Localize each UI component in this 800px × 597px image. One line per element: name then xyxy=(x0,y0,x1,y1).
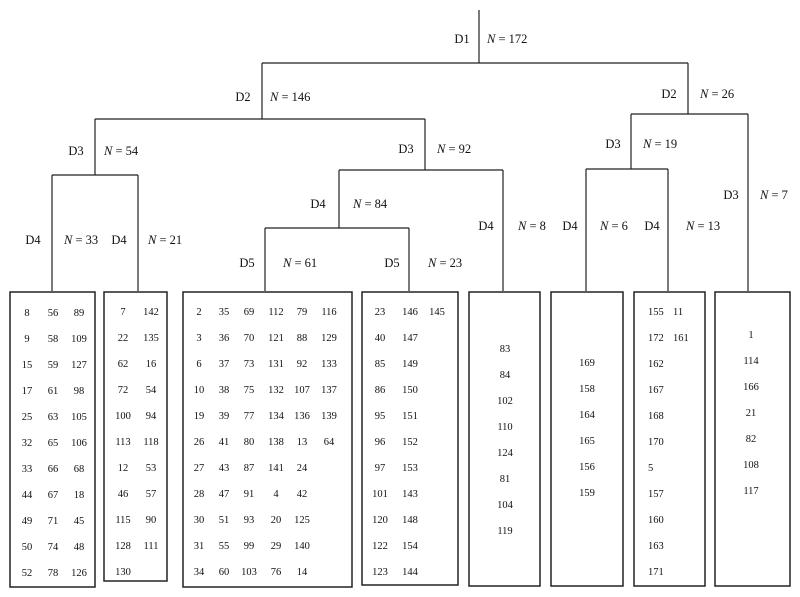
leaf-member-id: 3 xyxy=(196,333,202,344)
leaf-member-id: 72 xyxy=(117,385,129,396)
leaf-member-id: 126 xyxy=(71,568,87,579)
leaf-member-id: 49 xyxy=(21,516,33,527)
leaf-member-id: 6 xyxy=(196,359,202,370)
leaf-member-id: 156 xyxy=(579,462,595,473)
leaf-member-id: 117 xyxy=(743,486,759,497)
leaf-member-id: 4 xyxy=(273,489,279,500)
leaf-member-id: 22 xyxy=(117,333,129,344)
leaf-member-id: 168 xyxy=(648,411,664,422)
leaf-member-id: 166 xyxy=(743,382,759,393)
leaf-member-id: 112 xyxy=(268,307,284,318)
leaf-member-id: 48 xyxy=(73,542,85,553)
leaf-member-id: 43 xyxy=(218,463,230,474)
leaf-member-id: 134 xyxy=(268,411,284,422)
leaf-member-id: 92 xyxy=(296,359,308,370)
leaf-member-id: 97 xyxy=(374,463,386,474)
leaf-member-id: 9 xyxy=(24,334,30,345)
leaf-member-id: 162 xyxy=(648,359,664,370)
leaf-member-id: 2 xyxy=(196,307,202,318)
leaf-member-id: 118 xyxy=(143,437,159,448)
leaf-member-id: 12 xyxy=(117,463,129,474)
leaf-member-id: 26 xyxy=(193,437,205,448)
leaf-member-id: 84 xyxy=(499,370,511,381)
leaf-member-id: 105 xyxy=(71,412,87,423)
leaf-member-id: 93 xyxy=(243,515,255,526)
leaf-member-id: 87 xyxy=(243,463,255,474)
leaf-member-id: 90 xyxy=(145,515,157,526)
leaf-member-id: 21 xyxy=(745,408,757,419)
leaf-member-id: 63 xyxy=(47,412,59,423)
leaf-member-id: 136 xyxy=(294,411,310,422)
leaf-member-id: 157 xyxy=(648,489,664,500)
leaf-member-id: 108 xyxy=(743,460,759,471)
node-n-d2-right: N = 26 xyxy=(700,87,735,101)
leaf-member-id: 120 xyxy=(372,515,388,526)
leaf-member-id: 64 xyxy=(323,437,335,448)
leaf-member-id: 1 xyxy=(748,330,754,341)
leaf-member-id: 7 xyxy=(120,307,126,318)
leaf-member-id: 27 xyxy=(193,463,205,474)
leaf-member-id: 8 xyxy=(24,308,30,319)
leaf-member-id: 50 xyxy=(21,542,33,553)
node-n-d3-a: N = 54 xyxy=(104,144,139,158)
leaf-member-id: 154 xyxy=(402,541,418,552)
leaf-member-id: 23 xyxy=(374,307,386,318)
leaf-member-id: 148 xyxy=(402,515,418,526)
leaf-member-id: 159 xyxy=(579,488,595,499)
leaf-member-id: 39 xyxy=(218,411,230,422)
leaf-member-id: 138 xyxy=(268,437,284,448)
leaf-member-id: 85 xyxy=(374,359,386,370)
leaf-member-id: 75 xyxy=(243,385,255,396)
leaf-member-id: 125 xyxy=(294,515,310,526)
leaf-member-id: 150 xyxy=(402,385,418,396)
leaf-member-id: 74 xyxy=(47,542,59,553)
node-n-d4-b: N = 21 xyxy=(148,233,183,247)
leaf-member-id: 161 xyxy=(673,333,689,344)
node-n-d4-a: N = 33 xyxy=(64,233,99,247)
leaf-member-id: 66 xyxy=(47,464,59,475)
leaf-member-id: 38 xyxy=(218,385,230,396)
leaf-member-id: 101 xyxy=(372,489,388,500)
leaf-member-id: 119 xyxy=(497,526,513,537)
leaf-member-id: 121 xyxy=(268,333,284,344)
leaf-member-id: 99 xyxy=(243,541,255,552)
leaf-member-id: 132 xyxy=(268,385,284,396)
leaf-member-id: 19 xyxy=(193,411,205,422)
leaf-member-id: 41 xyxy=(218,437,230,448)
leaf-member-id: 111 xyxy=(143,541,159,552)
node-label-d2-left: D2 xyxy=(235,90,251,104)
leaf-member-id: 91 xyxy=(243,489,255,500)
leaf-member-id: 169 xyxy=(579,358,595,369)
leaf-member-id: 42 xyxy=(296,489,308,500)
leaf-member-id: 10 xyxy=(193,385,205,396)
node-label-d4-d: D4 xyxy=(478,219,494,233)
leaf-member-id: 106 xyxy=(71,438,87,449)
leaf-member-id: 124 xyxy=(497,448,513,459)
leaf-member-id: 122 xyxy=(372,541,388,552)
node-label-d3-c: D3 xyxy=(605,137,621,151)
leaf-member-id: 88 xyxy=(296,333,308,344)
leaf-member-id: 40 xyxy=(374,333,386,344)
node-label-d4-b: D4 xyxy=(111,233,127,247)
leaf-member-id: 47 xyxy=(218,489,230,500)
leaf-member-id: 76 xyxy=(270,567,282,578)
leaf-member-id: 30 xyxy=(193,515,205,526)
leaf-member-id: 33 xyxy=(21,464,33,475)
leaf-member-id: 71 xyxy=(47,516,59,527)
leaf-member-id: 147 xyxy=(402,333,418,344)
node-label-d5-a: D5 xyxy=(239,256,255,270)
leaf-member-id: 89 xyxy=(73,308,85,319)
node-n-d3-b: N = 92 xyxy=(437,142,472,156)
leaf-member-id: 110 xyxy=(497,422,513,433)
leaf-member-id: 94 xyxy=(145,411,157,422)
leaf-member-id: 61 xyxy=(47,386,59,397)
leaf-member-id: 79 xyxy=(296,307,308,318)
leaf-member-id: 44 xyxy=(21,490,33,501)
leaf-member-id: 131 xyxy=(268,359,284,370)
leaf-member-id: 139 xyxy=(321,411,337,422)
leaf-member-id: 83 xyxy=(499,344,511,355)
leaf-member-id: 46 xyxy=(117,489,129,500)
leaf-member-id: 140 xyxy=(294,541,310,552)
leaf-member-id: 98 xyxy=(73,386,85,397)
leaf-member-id: 59 xyxy=(47,360,59,371)
leaf-member-id: 20 xyxy=(270,515,282,526)
leaf-member-id: 137 xyxy=(321,385,337,396)
leaf-member-id: 155 xyxy=(648,307,664,318)
leaf-member-id: 152 xyxy=(402,437,418,448)
leaf-member-id: 104 xyxy=(497,500,513,511)
leaf-member-id: 153 xyxy=(402,463,418,474)
leaf-member-id: 163 xyxy=(648,541,664,552)
leaf-member-id: 146 xyxy=(402,307,418,318)
leaf-member-id: 34 xyxy=(193,567,205,578)
leaf-member-id: 14 xyxy=(296,567,308,578)
leaf-member-id: 149 xyxy=(402,359,418,370)
leaf-member-id: 116 xyxy=(321,307,337,318)
leaf-member-id: 17 xyxy=(21,386,33,397)
leaf-member-id: 24 xyxy=(296,463,308,474)
leaf-member-id: 31 xyxy=(193,541,205,552)
node-label-d5-b: D5 xyxy=(384,256,400,270)
leaf-member-id: 69 xyxy=(243,307,255,318)
leaf-member-id: 25 xyxy=(21,412,33,423)
leaf-member-id: 141 xyxy=(268,463,284,474)
leaf-member-id: 165 xyxy=(579,436,595,447)
leaf-member-id: 70 xyxy=(243,333,255,344)
leaf-member-id: 65 xyxy=(47,438,59,449)
leaf-member-id: 52 xyxy=(21,568,33,579)
node-n-d4-e: N = 6 xyxy=(600,219,628,233)
leaf-member-id: 129 xyxy=(321,333,337,344)
node-label-d2-right: D2 xyxy=(661,87,677,101)
leaf-member-id: 60 xyxy=(218,567,230,578)
leaf-member-id: 96 xyxy=(374,437,386,448)
node-n-d3-d: N = 7 xyxy=(760,188,788,202)
leaf-member-id: 144 xyxy=(402,567,418,578)
leaf-member-id: 128 xyxy=(115,541,131,552)
leaf-member-id: 51 xyxy=(218,515,230,526)
leaf-member-id: 56 xyxy=(47,308,59,319)
leaf-member-id: 54 xyxy=(145,385,157,396)
node-label-d1: D1 xyxy=(454,32,470,46)
leaf-member-id: 36 xyxy=(218,333,230,344)
leaf-member-id: 151 xyxy=(402,411,418,422)
leaf-member-id: 82 xyxy=(745,434,757,445)
leaf-box-5 xyxy=(469,292,540,586)
leaf-member-id: 102 xyxy=(497,396,513,407)
leaf-member-id: 28 xyxy=(193,489,205,500)
leaf-member-id: 58 xyxy=(47,334,59,345)
leaf-member-id: 127 xyxy=(71,360,87,371)
leaf-member-id: 81 xyxy=(499,474,511,485)
node-n-d5-b: N = 23 xyxy=(428,256,463,270)
node-label-d3-b: D3 xyxy=(398,142,414,156)
node-n-d4-c: N = 84 xyxy=(353,197,388,211)
leaf-member-id: 5 xyxy=(648,463,654,474)
leaf-member-id: 45 xyxy=(73,516,85,527)
leaf-member-id: 133 xyxy=(321,359,337,370)
leaf-member-id: 67 xyxy=(47,490,59,501)
leaf-member-id: 103 xyxy=(241,567,257,578)
leaf-member-id: 158 xyxy=(579,384,595,395)
leaf-member-id: 11 xyxy=(673,307,684,318)
leaf-box-7 xyxy=(634,292,705,586)
leaf-member-id: 77 xyxy=(243,411,255,422)
leaf-member-id: 80 xyxy=(243,437,255,448)
leaf-member-id: 29 xyxy=(270,541,282,552)
leaf-member-id: 145 xyxy=(429,307,445,318)
leaf-member-id: 73 xyxy=(243,359,255,370)
node-n-d2-left: N = 146 xyxy=(270,90,311,104)
leaf-member-id: 160 xyxy=(648,515,664,526)
leaf-member-id: 171 xyxy=(648,567,664,578)
leaf-member-id: 32 xyxy=(21,438,33,449)
leaf-member-id: 164 xyxy=(579,410,595,421)
leaf-member-id: 86 xyxy=(374,385,386,396)
leaf-member-id: 142 xyxy=(143,307,159,318)
node-label-d4-a: D4 xyxy=(25,233,41,247)
leaf-member-id: 53 xyxy=(145,463,157,474)
leaf-member-id: 115 xyxy=(115,515,131,526)
leaf-member-id: 13 xyxy=(296,437,308,448)
leaf-member-id: 113 xyxy=(115,437,131,448)
leaf-member-id: 100 xyxy=(115,411,131,422)
leaf-member-id: 143 xyxy=(402,489,418,500)
node-label-d4-e: D4 xyxy=(562,219,578,233)
leaf-member-id: 172 xyxy=(648,333,664,344)
node-label-d3-d: D3 xyxy=(723,188,739,202)
leaf-member-id: 114 xyxy=(743,356,759,367)
leaf-member-id: 107 xyxy=(294,385,310,396)
node-n-d5-a: N = 61 xyxy=(283,256,318,270)
node-n-d1: N = 172 xyxy=(487,32,528,46)
leaf-member-id: 55 xyxy=(218,541,230,552)
leaf-member-id: 109 xyxy=(71,334,87,345)
leaf-member-id: 18 xyxy=(73,490,85,501)
node-label-d3-a: D3 xyxy=(68,144,84,158)
leaf-member-id: 170 xyxy=(648,437,664,448)
node-n-d4-f: N = 13 xyxy=(686,219,721,233)
leaf-member-id: 35 xyxy=(218,307,230,318)
leaf-member-id: 130 xyxy=(115,567,131,578)
leaf-member-id: 167 xyxy=(648,385,664,396)
leaf-member-id: 37 xyxy=(218,359,230,370)
leaf-member-id: 123 xyxy=(372,567,388,578)
node-n-d3-c: N = 19 xyxy=(643,137,678,151)
node-label-d4-c: D4 xyxy=(310,197,326,211)
leaf-member-id: 62 xyxy=(117,359,129,370)
leaf-member-id: 68 xyxy=(73,464,85,475)
leaf-member-id: 16 xyxy=(145,359,157,370)
leaf-member-id: 135 xyxy=(143,333,159,344)
leaf-member-id: 95 xyxy=(374,411,386,422)
leaf-member-id: 78 xyxy=(47,568,59,579)
leaf-member-id: 57 xyxy=(145,489,157,500)
node-label-d4-f: D4 xyxy=(644,219,660,233)
leaf-member-id: 15 xyxy=(21,360,33,371)
node-n-d4-d: N = 8 xyxy=(518,219,546,233)
